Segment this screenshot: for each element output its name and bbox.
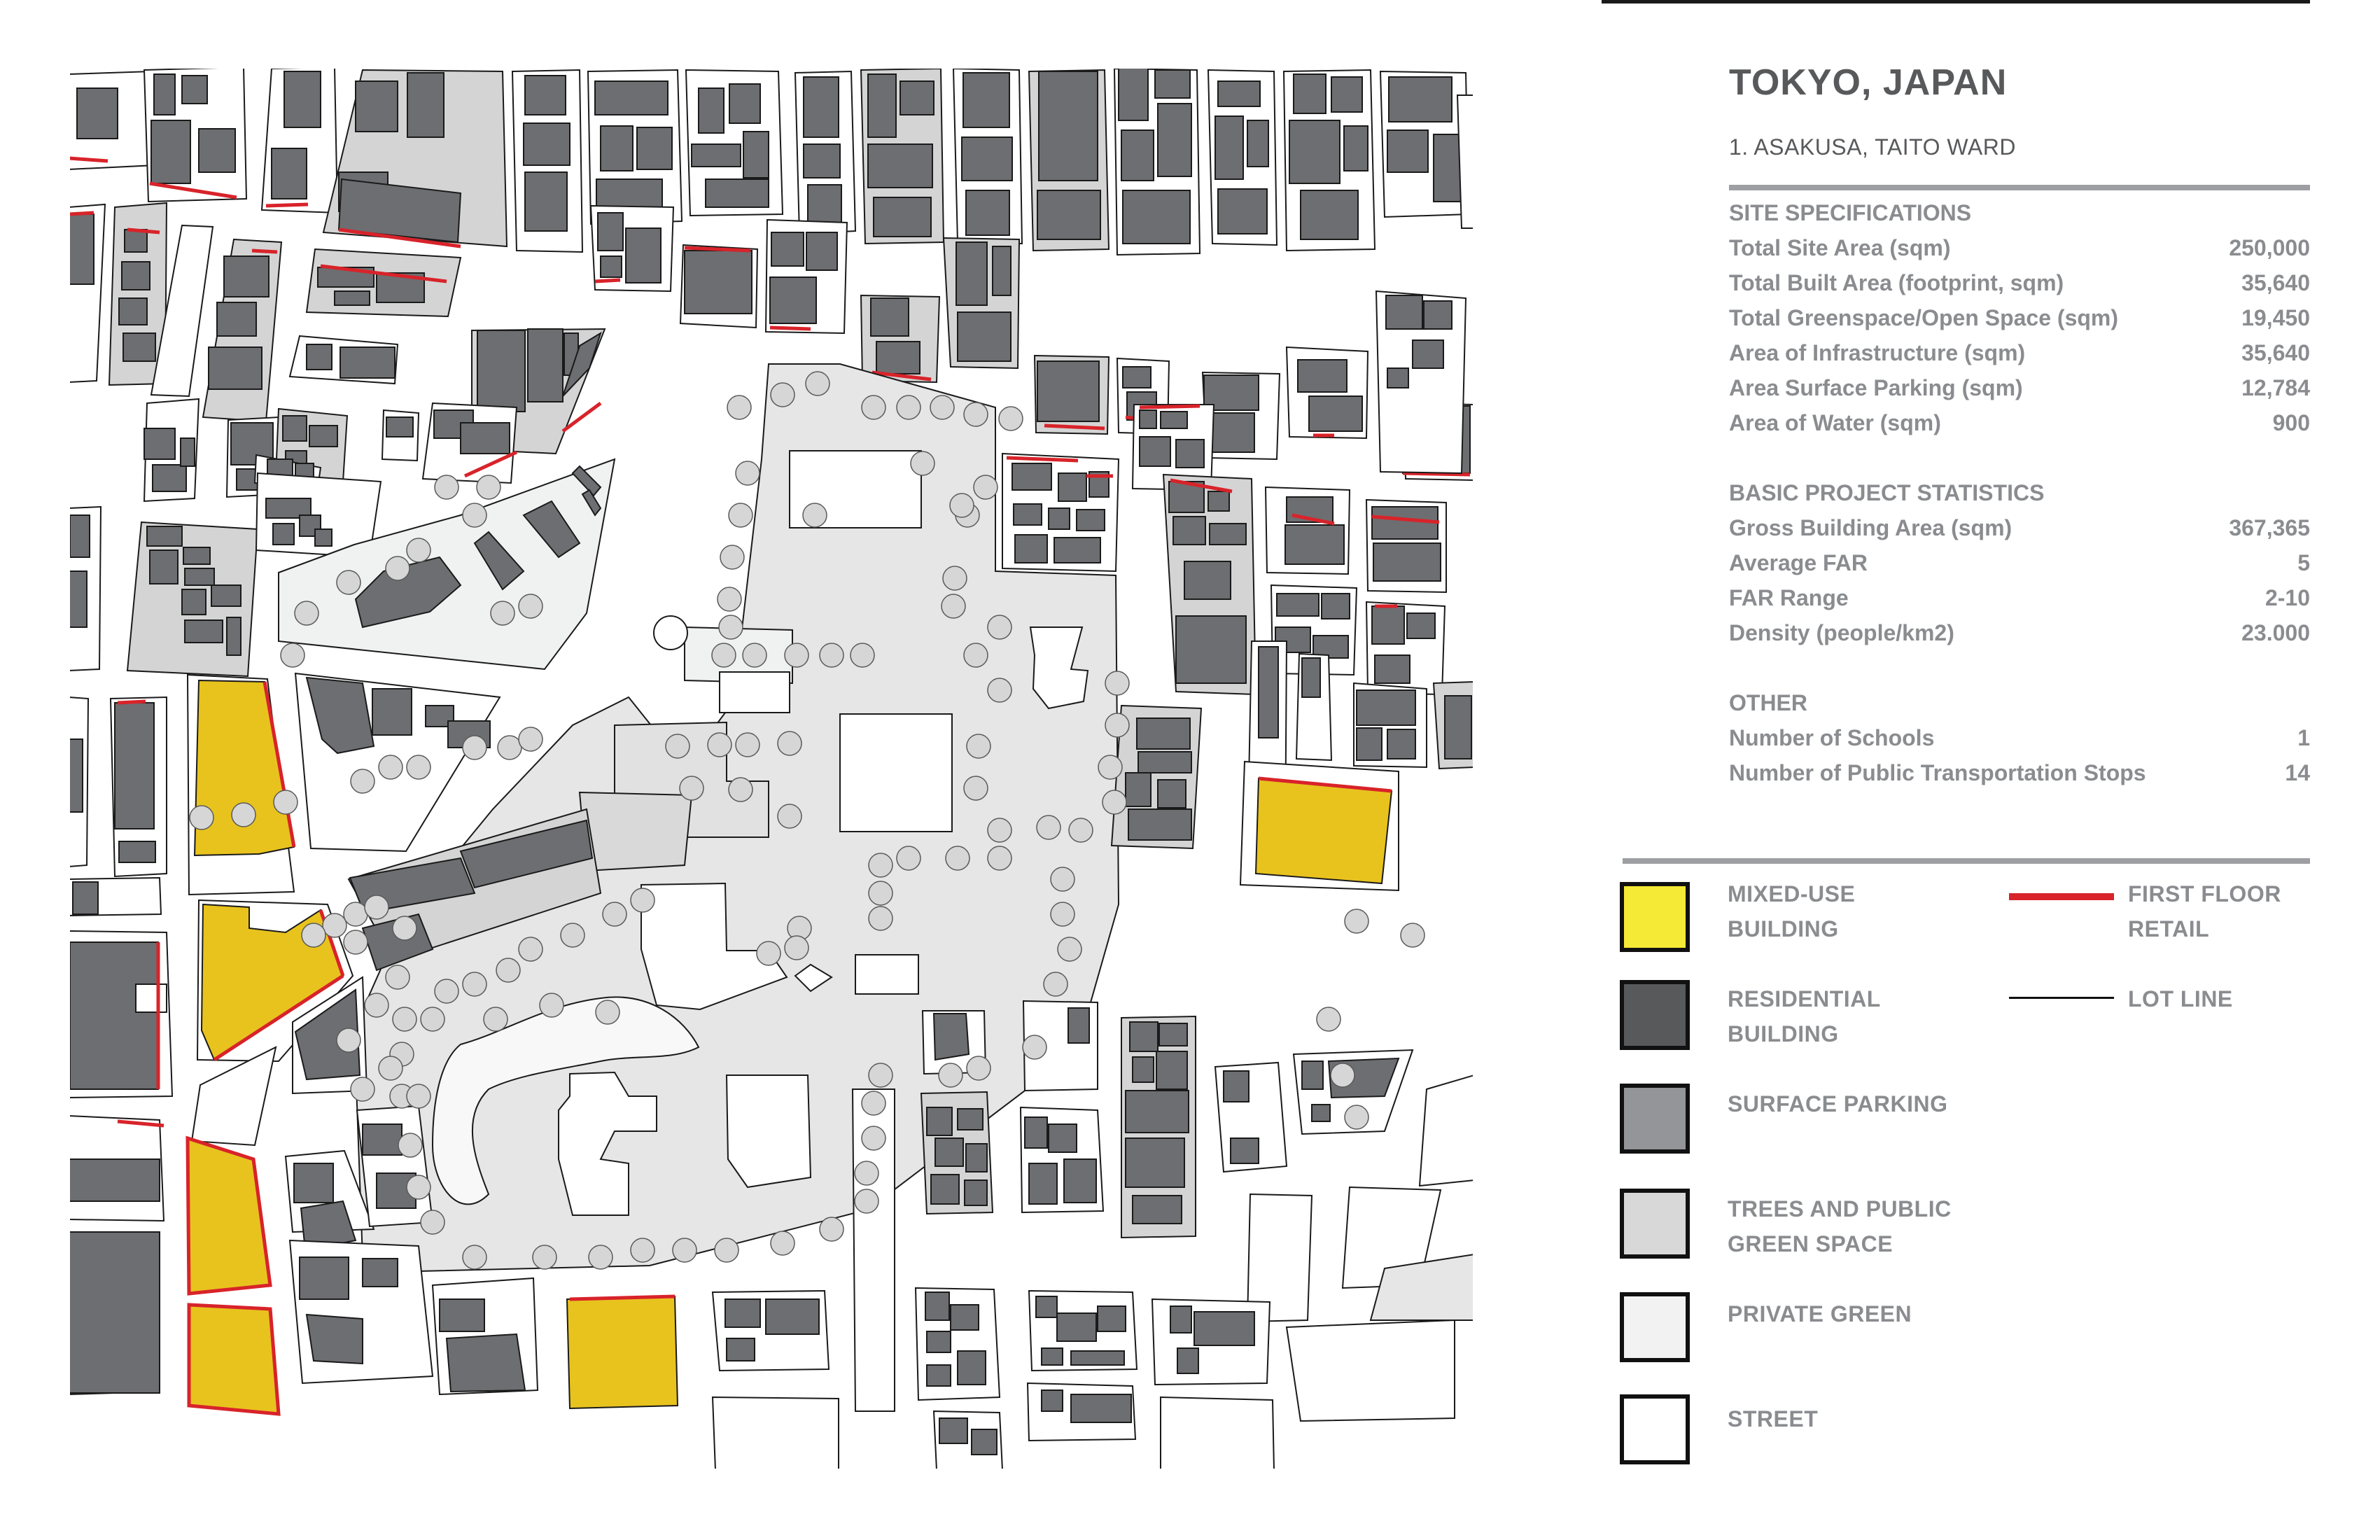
city-block (1420, 1075, 1474, 1186)
city-block (1208, 70, 1277, 245)
city-block (1161, 1397, 1274, 1470)
city-block (1287, 347, 1368, 438)
tree-canopy (941, 594, 965, 618)
city-block (1376, 291, 1466, 473)
city-block (1021, 1107, 1103, 1212)
tree-canopy (463, 972, 486, 996)
tree-canopy (491, 601, 514, 625)
legend-swatch-trees-green (1620, 1189, 1690, 1259)
city-block (1380, 71, 1469, 217)
city-block (69, 507, 101, 671)
city-block (127, 522, 258, 676)
tree-canopy (435, 475, 458, 499)
tree-canopy (718, 587, 741, 611)
city-block (69, 931, 172, 1098)
city-block (357, 1106, 433, 1226)
city-block (1029, 1291, 1137, 1371)
city-block (1366, 500, 1446, 592)
city-block (953, 69, 1022, 244)
tree-canopy (435, 979, 458, 1003)
tree-canopy (337, 570, 360, 594)
tree-canopy (999, 407, 1023, 430)
city-block (591, 206, 673, 291)
tree-canopy (323, 913, 346, 937)
city-block (1215, 1063, 1287, 1172)
tree-canopy (498, 736, 522, 760)
tree-canopy (778, 804, 802, 828)
city-block (1029, 70, 1109, 251)
page-title: TOKYO, JAPAN (1729, 62, 2008, 103)
city-block (861, 69, 944, 244)
city-block (934, 1411, 1002, 1470)
tree-canopy (869, 881, 892, 905)
tree-canopy (496, 958, 520, 982)
tree-canopy (680, 776, 704, 800)
tree-canopy (715, 1238, 738, 1262)
tree-canopy (631, 888, 654, 912)
tree-canopy (862, 1091, 886, 1115)
site-plan-svg (69, 67, 1474, 1470)
tree-canopy (1345, 1105, 1368, 1129)
tree-canopy (281, 643, 304, 667)
tree-canopy (351, 769, 374, 793)
tree-canopy (1317, 1007, 1340, 1031)
tree-canopy (421, 1210, 444, 1234)
city-block (1121, 1016, 1196, 1238)
tree-canopy (1037, 816, 1060, 839)
tree-canopy (407, 538, 430, 562)
tree-canopy (729, 778, 752, 802)
city-block (1035, 356, 1109, 434)
city-block (69, 1116, 164, 1221)
tree-canopy (778, 732, 802, 755)
city-block (1028, 1383, 1135, 1441)
tree-canopy (708, 733, 732, 757)
tree-canopy (911, 451, 934, 475)
tree-canopy (785, 643, 808, 667)
tree-canopy (407, 1175, 430, 1199)
tree-canopy (729, 503, 752, 527)
tree-canopy (463, 1245, 486, 1269)
header-divider (1729, 185, 2310, 190)
city-block (795, 71, 855, 234)
city-block (1163, 475, 1256, 694)
tree-canopy (964, 643, 988, 667)
tree-canopy (386, 965, 410, 989)
city-block (944, 238, 1019, 368)
legend-label-first-floor-retail: FIRST FLOOR RETAIL (2128, 881, 2281, 941)
tree-canopy (806, 372, 830, 396)
legend-swatch-lot-line (2009, 997, 2114, 999)
tree-canopy (344, 902, 368, 926)
tree-canopy (519, 727, 542, 751)
tree-canopy (869, 906, 892, 930)
city-block (713, 1291, 829, 1371)
tree-canopy (533, 1245, 556, 1269)
tree-canopy (757, 941, 780, 965)
tree-canopy (232, 803, 255, 827)
tree-canopy (862, 1126, 886, 1150)
tree-canopy (407, 755, 430, 779)
tree-canopy (666, 734, 690, 758)
legend-swatch-mixed-use (1620, 882, 1690, 952)
legend-label-private-green: PRIVATE GREEN (1728, 1301, 1912, 1326)
tree-canopy (302, 923, 326, 947)
city-block (1287, 1320, 1455, 1421)
city-block (69, 1232, 160, 1394)
tree-canopy (1044, 972, 1068, 996)
tree-canopy (379, 1056, 402, 1080)
tree-canopy (519, 594, 542, 618)
tree-canopy (1401, 923, 1424, 947)
city-block (861, 295, 939, 382)
tree-canopy (393, 916, 416, 940)
tree-canopy (603, 902, 626, 926)
tree-canopy (967, 1056, 990, 1080)
city-block (766, 220, 847, 333)
tree-canopy (785, 936, 808, 960)
city-block (382, 410, 419, 461)
tree-canopy (421, 1007, 444, 1031)
tree-canopy (540, 993, 564, 1017)
city-block (144, 399, 199, 501)
city-block (290, 1240, 433, 1383)
city-block (69, 71, 155, 169)
tree-canopy (943, 566, 967, 590)
city-block (423, 403, 517, 483)
legend-swatch-private-green (1620, 1292, 1690, 1362)
tree-canopy (519, 937, 542, 961)
tree-canopy (964, 776, 988, 800)
tree-canopy (484, 1007, 507, 1031)
tree-canopy (295, 601, 318, 625)
tree-canopy (344, 930, 368, 954)
tree-canopy (596, 1000, 620, 1024)
city-block (686, 70, 783, 216)
tree-canopy (988, 846, 1011, 870)
tree-canopy (1105, 671, 1129, 695)
tree-canopy (869, 1063, 892, 1087)
city-block (1434, 682, 1474, 769)
tree-canopy (561, 923, 584, 947)
tree-canopy (351, 1077, 374, 1101)
city-block (921, 1092, 993, 1214)
legend-label-lot-line: LOT LINE (2128, 986, 2233, 1011)
tree-canopy (274, 790, 298, 814)
tree-canopy (950, 493, 974, 517)
mixed-use-block (1240, 762, 1399, 890)
city-block (307, 249, 461, 316)
tree-canopy (1098, 755, 1122, 779)
city-block (512, 70, 582, 252)
city-block (69, 697, 88, 867)
tree-canopy (1105, 713, 1129, 737)
tree-canopy (897, 396, 920, 419)
tree-canopy (1345, 909, 1368, 933)
top-border (1602, 0, 2310, 4)
tree-canopy (964, 402, 988, 426)
city-block (111, 697, 167, 876)
legend-label-street: STREET (1728, 1406, 1819, 1432)
city-block (1284, 70, 1375, 251)
tree-canopy (1102, 790, 1126, 814)
legend-swatch-residential (1620, 980, 1690, 1050)
tree-canopy (967, 734, 990, 758)
tree-canopy (974, 475, 997, 499)
site-plan-map (69, 67, 1474, 1470)
tree-canopy (771, 383, 794, 407)
tree-canopy (477, 475, 500, 499)
city-block (916, 1288, 1000, 1400)
tree-canopy (386, 556, 410, 580)
legend-divider (1623, 858, 2310, 864)
tree-canopy (736, 733, 760, 757)
tree-canopy (1051, 902, 1074, 926)
tree-canopy (1051, 867, 1074, 891)
city-block (144, 67, 246, 202)
tree-canopy (988, 818, 1011, 842)
tree-canopy (463, 736, 486, 760)
tree-canopy (1331, 1063, 1354, 1087)
tree-canopy (631, 1238, 654, 1262)
city-block (1114, 67, 1200, 255)
tree-canopy (379, 755, 402, 779)
tree-canopy (855, 1189, 878, 1213)
tree-canopy (407, 1084, 430, 1108)
city-block (262, 67, 337, 213)
tree-canopy (946, 846, 969, 870)
tree-canopy (190, 806, 214, 830)
tree-canopy (727, 396, 751, 419)
site-subtitle: 1. ASAKUSA, TAITO WARD (1729, 134, 2016, 160)
city-block (69, 878, 161, 916)
tree-canopy (743, 643, 766, 667)
tree-canopy (988, 678, 1011, 702)
tree-canopy (365, 993, 388, 1017)
tree-canopy (1058, 937, 1082, 961)
city-block (290, 336, 398, 384)
tree-canopy (1069, 818, 1093, 842)
tree-canopy (673, 1238, 696, 1262)
legend-label-surface-parking: SURFACE PARKING (1728, 1091, 1948, 1116)
tree-canopy (850, 643, 874, 667)
mixed-use-block (567, 1296, 678, 1408)
city-block (1152, 1299, 1270, 1385)
city-block (1296, 654, 1331, 760)
tree-canopy (719, 615, 743, 639)
tree-canopy (803, 503, 827, 527)
tree-canopy (398, 1133, 422, 1157)
tree-canopy (820, 1217, 844, 1241)
tree-canopy (720, 545, 744, 569)
city-block (433, 1278, 538, 1394)
tree-canopy (869, 853, 892, 877)
legend-swatch-first-floor-retail (2009, 893, 2114, 900)
tree-canopy (771, 1231, 794, 1255)
tree-canopy (365, 895, 388, 919)
legend-label-mixed-use: MIXED-USE BUILDING (1728, 881, 1856, 941)
tree-canopy (712, 643, 736, 667)
tree-canopy (897, 846, 920, 870)
tree-canopy (988, 615, 1011, 639)
tree-canopy (930, 396, 954, 419)
tree-canopy (337, 1028, 360, 1052)
city-block (1266, 487, 1350, 574)
tree-canopy (463, 503, 486, 527)
city-block (588, 70, 682, 224)
tree-canopy (1023, 1035, 1046, 1059)
tree-canopy (862, 396, 886, 419)
tree-canopy (939, 1063, 962, 1087)
city-block (1366, 602, 1445, 694)
city-block (1002, 454, 1119, 571)
city-block (1354, 683, 1427, 767)
tree-canopy (589, 1245, 612, 1269)
city-block (713, 1397, 839, 1470)
round-pavilion (654, 616, 687, 650)
tree-canopy (393, 1007, 416, 1031)
tree-canopy (736, 461, 760, 485)
legend-swatch-surface-parking (1620, 1084, 1690, 1154)
legend-label-trees-green: TREES AND PUBLIC GREEN SPACE (1728, 1196, 1952, 1256)
city-block (680, 245, 757, 328)
tree-canopy (820, 643, 844, 667)
tree-canopy (855, 1161, 878, 1185)
legend-swatch-street (1620, 1394, 1690, 1464)
city-block (1203, 372, 1280, 459)
legend-label-residential: RESIDENTIAL BUILDING (1728, 986, 1881, 1046)
